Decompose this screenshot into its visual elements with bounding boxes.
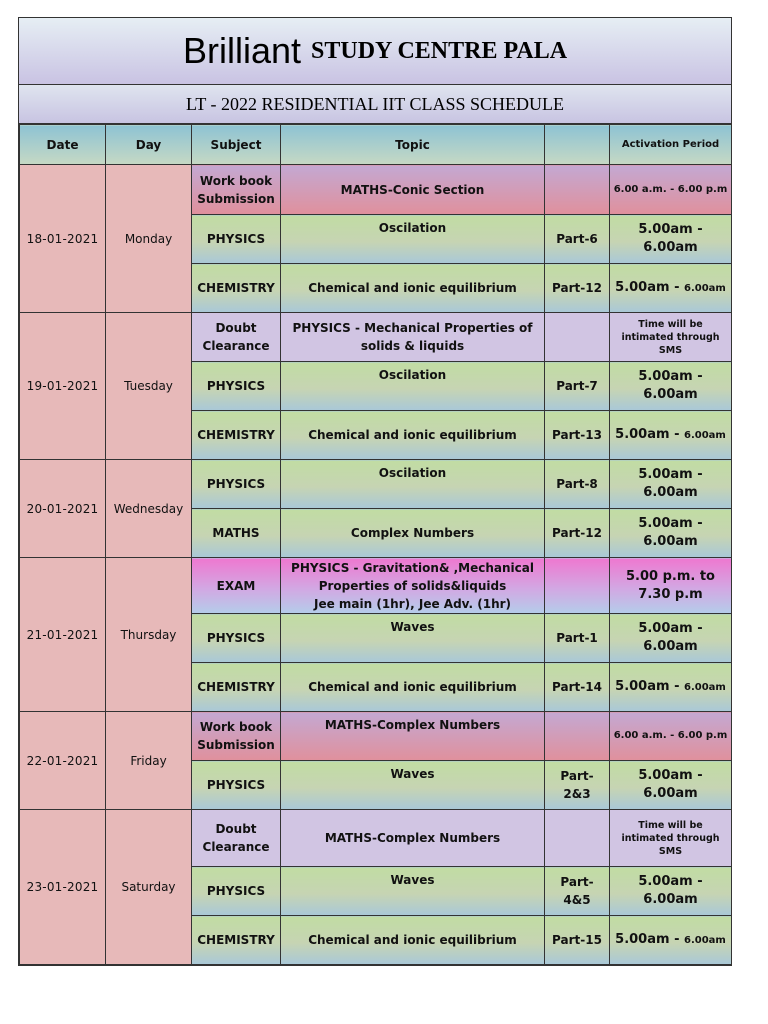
- part-cell: [545, 810, 610, 867]
- day-cell: Monday: [106, 165, 192, 313]
- header-row: [20, 125, 732, 165]
- subject-cell: PHYSICS: [192, 362, 281, 411]
- table-row: [20, 165, 732, 215]
- topic-cell: Waves: [281, 867, 545, 916]
- subject-cell: Doubt Clearance: [192, 810, 281, 867]
- subject-cell: Doubt Clearance: [192, 313, 281, 362]
- header-part: [545, 125, 610, 165]
- period-small: 6.00am: [684, 430, 726, 441]
- schedule-table: [19, 124, 732, 965]
- subject-cell: CHEMISTRY: [192, 916, 281, 965]
- date-cell: 23-01-2021: [20, 810, 106, 965]
- part-cell: [545, 558, 610, 614]
- topic-cell: Waves: [281, 614, 545, 663]
- day-cell: Thursday: [106, 558, 192, 712]
- topic-cell: PHYSICS - Mechanical Properties of solids & liquids: [281, 313, 545, 362]
- period-cell: 5.00am - 6.00am: [610, 509, 732, 558]
- subject-cell: CHEMISTRY: [192, 411, 281, 460]
- period-small: 6.00am: [684, 283, 726, 294]
- part-cell: Part-14: [545, 663, 610, 712]
- period-cell: 5.00am - 6.00am: [610, 867, 732, 916]
- subject-cell: PHYSICS: [192, 460, 281, 509]
- period-cell: Time will be intimated through SMS: [610, 810, 732, 867]
- period-cell: 5.00am - 6.00am: [610, 362, 732, 411]
- part-cell: Part-7: [545, 362, 610, 411]
- part-cell: Part-8: [545, 460, 610, 509]
- part-cell: Part-13: [545, 411, 610, 460]
- period-cell: 5.00 p.m. to 7.30 p.m: [610, 558, 732, 614]
- part-cell: Part-4&5: [545, 867, 610, 916]
- part-cell: Part-1: [545, 614, 610, 663]
- date-cell: 22-01-2021: [20, 712, 106, 810]
- topic-cell: MATHS-Complex Numbers: [281, 810, 545, 867]
- date-cell: 18-01-2021: [20, 165, 106, 313]
- topic-cell: MATHS-Complex Numbers: [281, 712, 545, 761]
- subject-cell: MATHS: [192, 509, 281, 558]
- subject-cell: PHYSICS: [192, 614, 281, 663]
- day-cell: Tuesday: [106, 313, 192, 460]
- subject-cell: PHYSICS: [192, 215, 281, 264]
- period-cell: 6.00 a.m. - 6.00 p.m: [610, 165, 732, 215]
- table-row: [20, 558, 732, 614]
- period-main: 5.00am -: [615, 280, 684, 295]
- table-row: [20, 810, 732, 867]
- part-cell: Part-15: [545, 916, 610, 965]
- period-cell: 5.00am - 6.00am: [610, 460, 732, 509]
- part-cell: Part-12: [545, 264, 610, 313]
- topic-cell: Chemical and ionic equilibrium: [281, 663, 545, 712]
- subject-cell: Work book Submission: [192, 165, 281, 215]
- period-cell: Time will be intimated through SMS: [610, 313, 732, 362]
- topic-cell: Oscilation: [281, 362, 545, 411]
- period-main: 5.00am -: [615, 679, 684, 694]
- topic-cell: [281, 558, 545, 614]
- period-main: 5.00am -: [615, 427, 684, 442]
- topic-cell: Chemical and ionic equilibrium: [281, 916, 545, 965]
- period-cell: [610, 916, 732, 965]
- topic-cell: Oscilation: [281, 215, 545, 264]
- header-day: Day: [106, 125, 192, 165]
- topic-cell: Waves: [281, 761, 545, 810]
- header-activation: Activation Period: [610, 125, 732, 165]
- header-subject: Subject: [192, 125, 281, 165]
- header-topic: Topic: [281, 125, 545, 165]
- header-date: Date: [20, 125, 106, 165]
- title-brand: Brilliant: [182, 30, 301, 71]
- date-cell: 21-01-2021: [20, 558, 106, 712]
- day-cell: Friday: [106, 712, 192, 810]
- period-cell: [610, 264, 732, 313]
- topic-cell: Chemical and ionic equilibrium: [281, 264, 545, 313]
- period-main: 5.00am -: [615, 932, 684, 947]
- subject-cell: CHEMISTRY: [192, 264, 281, 313]
- part-cell: Part-2&3: [545, 761, 610, 810]
- period-cell: [610, 663, 732, 712]
- period-cell: 5.00am - 6.00am: [610, 614, 732, 663]
- title-centre: STUDY CENTRE PALA: [311, 37, 568, 64]
- topic-line: Properties of solids&liquids: [318, 578, 507, 593]
- table-row: [20, 712, 732, 761]
- part-cell: Part-12: [545, 509, 610, 558]
- period-cell: 5.00am - 6.00am: [610, 761, 732, 810]
- topic-cell: Complex Numbers: [281, 509, 545, 558]
- subject-cell: PHYSICS: [192, 867, 281, 916]
- schedule-subtitle: LT - 2022 RESIDENTIAL IIT CLASS SCHEDULE: [186, 93, 564, 114]
- day-cell: Saturday: [106, 810, 192, 965]
- topic-line: PHYSICS - Gravitation& ,Mechanical: [291, 560, 534, 575]
- topic-cell: Chemical and ionic equilibrium: [281, 411, 545, 460]
- period-small: 6.00am: [684, 935, 726, 946]
- part-cell: [545, 313, 610, 362]
- topic-cell: Oscilation: [281, 460, 545, 509]
- date-cell: 20-01-2021: [20, 460, 106, 558]
- schedule-sheet: [18, 17, 732, 966]
- subject-cell: EXAM: [192, 558, 281, 614]
- period-small: 6.00am: [684, 682, 726, 693]
- topic-cell: MATHS-Conic Section: [281, 165, 545, 215]
- subtitle-bar: [19, 85, 731, 124]
- subject-cell: PHYSICS: [192, 761, 281, 810]
- topic-line: Jee main (1hr), Jee Adv. (1hr): [313, 596, 512, 611]
- table-row: [20, 460, 732, 509]
- part-cell: Part-6: [545, 215, 610, 264]
- table-row: [20, 313, 732, 362]
- subject-cell: CHEMISTRY: [192, 663, 281, 712]
- subject-cell: Work book Submission: [192, 712, 281, 761]
- period-cell: [610, 411, 732, 460]
- part-cell: [545, 165, 610, 215]
- period-cell: 5.00am - 6.00am: [610, 215, 732, 264]
- period-cell: 6.00 a.m. - 6.00 p.m: [610, 712, 732, 761]
- day-cell: Wednesday: [106, 460, 192, 558]
- title-bar: [19, 18, 731, 85]
- part-cell: [545, 712, 610, 761]
- date-cell: 19-01-2021: [20, 313, 106, 460]
